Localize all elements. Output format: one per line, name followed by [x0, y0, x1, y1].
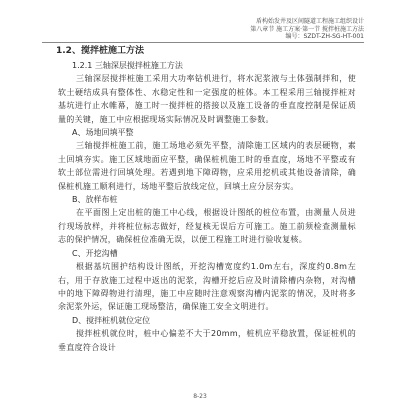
subsection-title: 1.2.1 三轴深层搅拌桩施工方法 — [72, 61, 183, 70]
line: 根据基坑围护结构设计图纸，开挖沟槽宽度约1.0m左右，深度约0.8m左右，用于存放 — [58, 262, 356, 285]
section-title: 1.2、搅拌桩施工方法 — [56, 46, 144, 56]
line: 施工中应随时注意观察沟槽内泥浆的情况，及时将多余泥浆外运，保证施工现场整洁， — [58, 288, 356, 312]
paragraph-4 — [58, 260, 356, 314]
line: 定位，回填土应分层夯实。 — [199, 181, 299, 191]
page-number: 8-23 — [193, 393, 207, 400]
line: 准确无误，以便工程施工时进行验收复核。 — [149, 235, 308, 245]
item-b-heading: B、放样布桩 — [72, 195, 118, 205]
line: 三轴深层搅拌桩施工采用大功率钻机进行，将水泥浆液与土体强制拌和，使软土硬结成具有 — [58, 74, 356, 97]
header-rule — [42, 42, 364, 43]
line: 整体性、水稳定性和一定强度的桩体。本工程采用三轴搅拌桩对基坑进行止水帷幕，施工时 — [58, 87, 356, 111]
paragraph-1 — [58, 72, 356, 126]
paragraph-5 — [58, 327, 356, 354]
item-d-heading: D、搅拌桩机就位定位 — [72, 315, 151, 325]
paragraph-2 — [58, 139, 356, 193]
line: 在平面图上定出桩的施工中心线，根据设计图纸的桩位布置，由测量人员进行现场放样， — [58, 208, 356, 231]
paragraph-3 — [58, 206, 356, 246]
header-line-2: 第八章节 施工方案·第一节 搅拌桩施工方法 — [250, 25, 364, 33]
line: 若遇到地下障碍物，应采用挖机或其他设备清除，确保桩机施工顺利进行，场地平整后放线 — [58, 168, 356, 191]
line: 并将桩位标志做好，经复核无误后方可施工。施工前须检查测量标志的保护情况，确保桩位 — [58, 221, 356, 245]
line: 施工区域地面应平整，确保桩机施工时的垂直度，场地不平整或有软土部位需进行回填处理。 — [58, 154, 356, 178]
item-c-heading: C、开挖沟槽 — [72, 248, 118, 258]
line: 一搅拌桩的搭接以及施工设备的垂直度控制是保证质量的关键，施工中应根据现场实际情况 — [58, 101, 356, 124]
line: 及时调整施工参数。 — [199, 114, 274, 124]
page-header — [250, 18, 364, 41]
page-body — [58, 44, 356, 354]
line: 搅拌桩机就位时，桩中心偏差不大于20mm，桩机应平稳放置，保证桩机的垂直度符合设计 — [58, 329, 356, 352]
line: 三轴搅拌桩施工前，施工场地必须先平整，清除施工区域内的表层硬物，素土回填夯实。 — [58, 141, 356, 164]
item-a-heading: A、场地回填平整 — [72, 128, 134, 138]
header-line-3: 编号：SZDT-ZH-SG-HT-001 — [285, 33, 364, 40]
line: 确保施工安全文明进行。 — [182, 302, 274, 312]
header-line-1: 盾构始发井及区间隧道工程施工组织设计 — [255, 18, 364, 25]
line: 施工过程中返出的泥浆，沟槽开挖后应及时清除槽内杂物，对沟槽中的地下障碍物进行清理， — [58, 275, 356, 298]
